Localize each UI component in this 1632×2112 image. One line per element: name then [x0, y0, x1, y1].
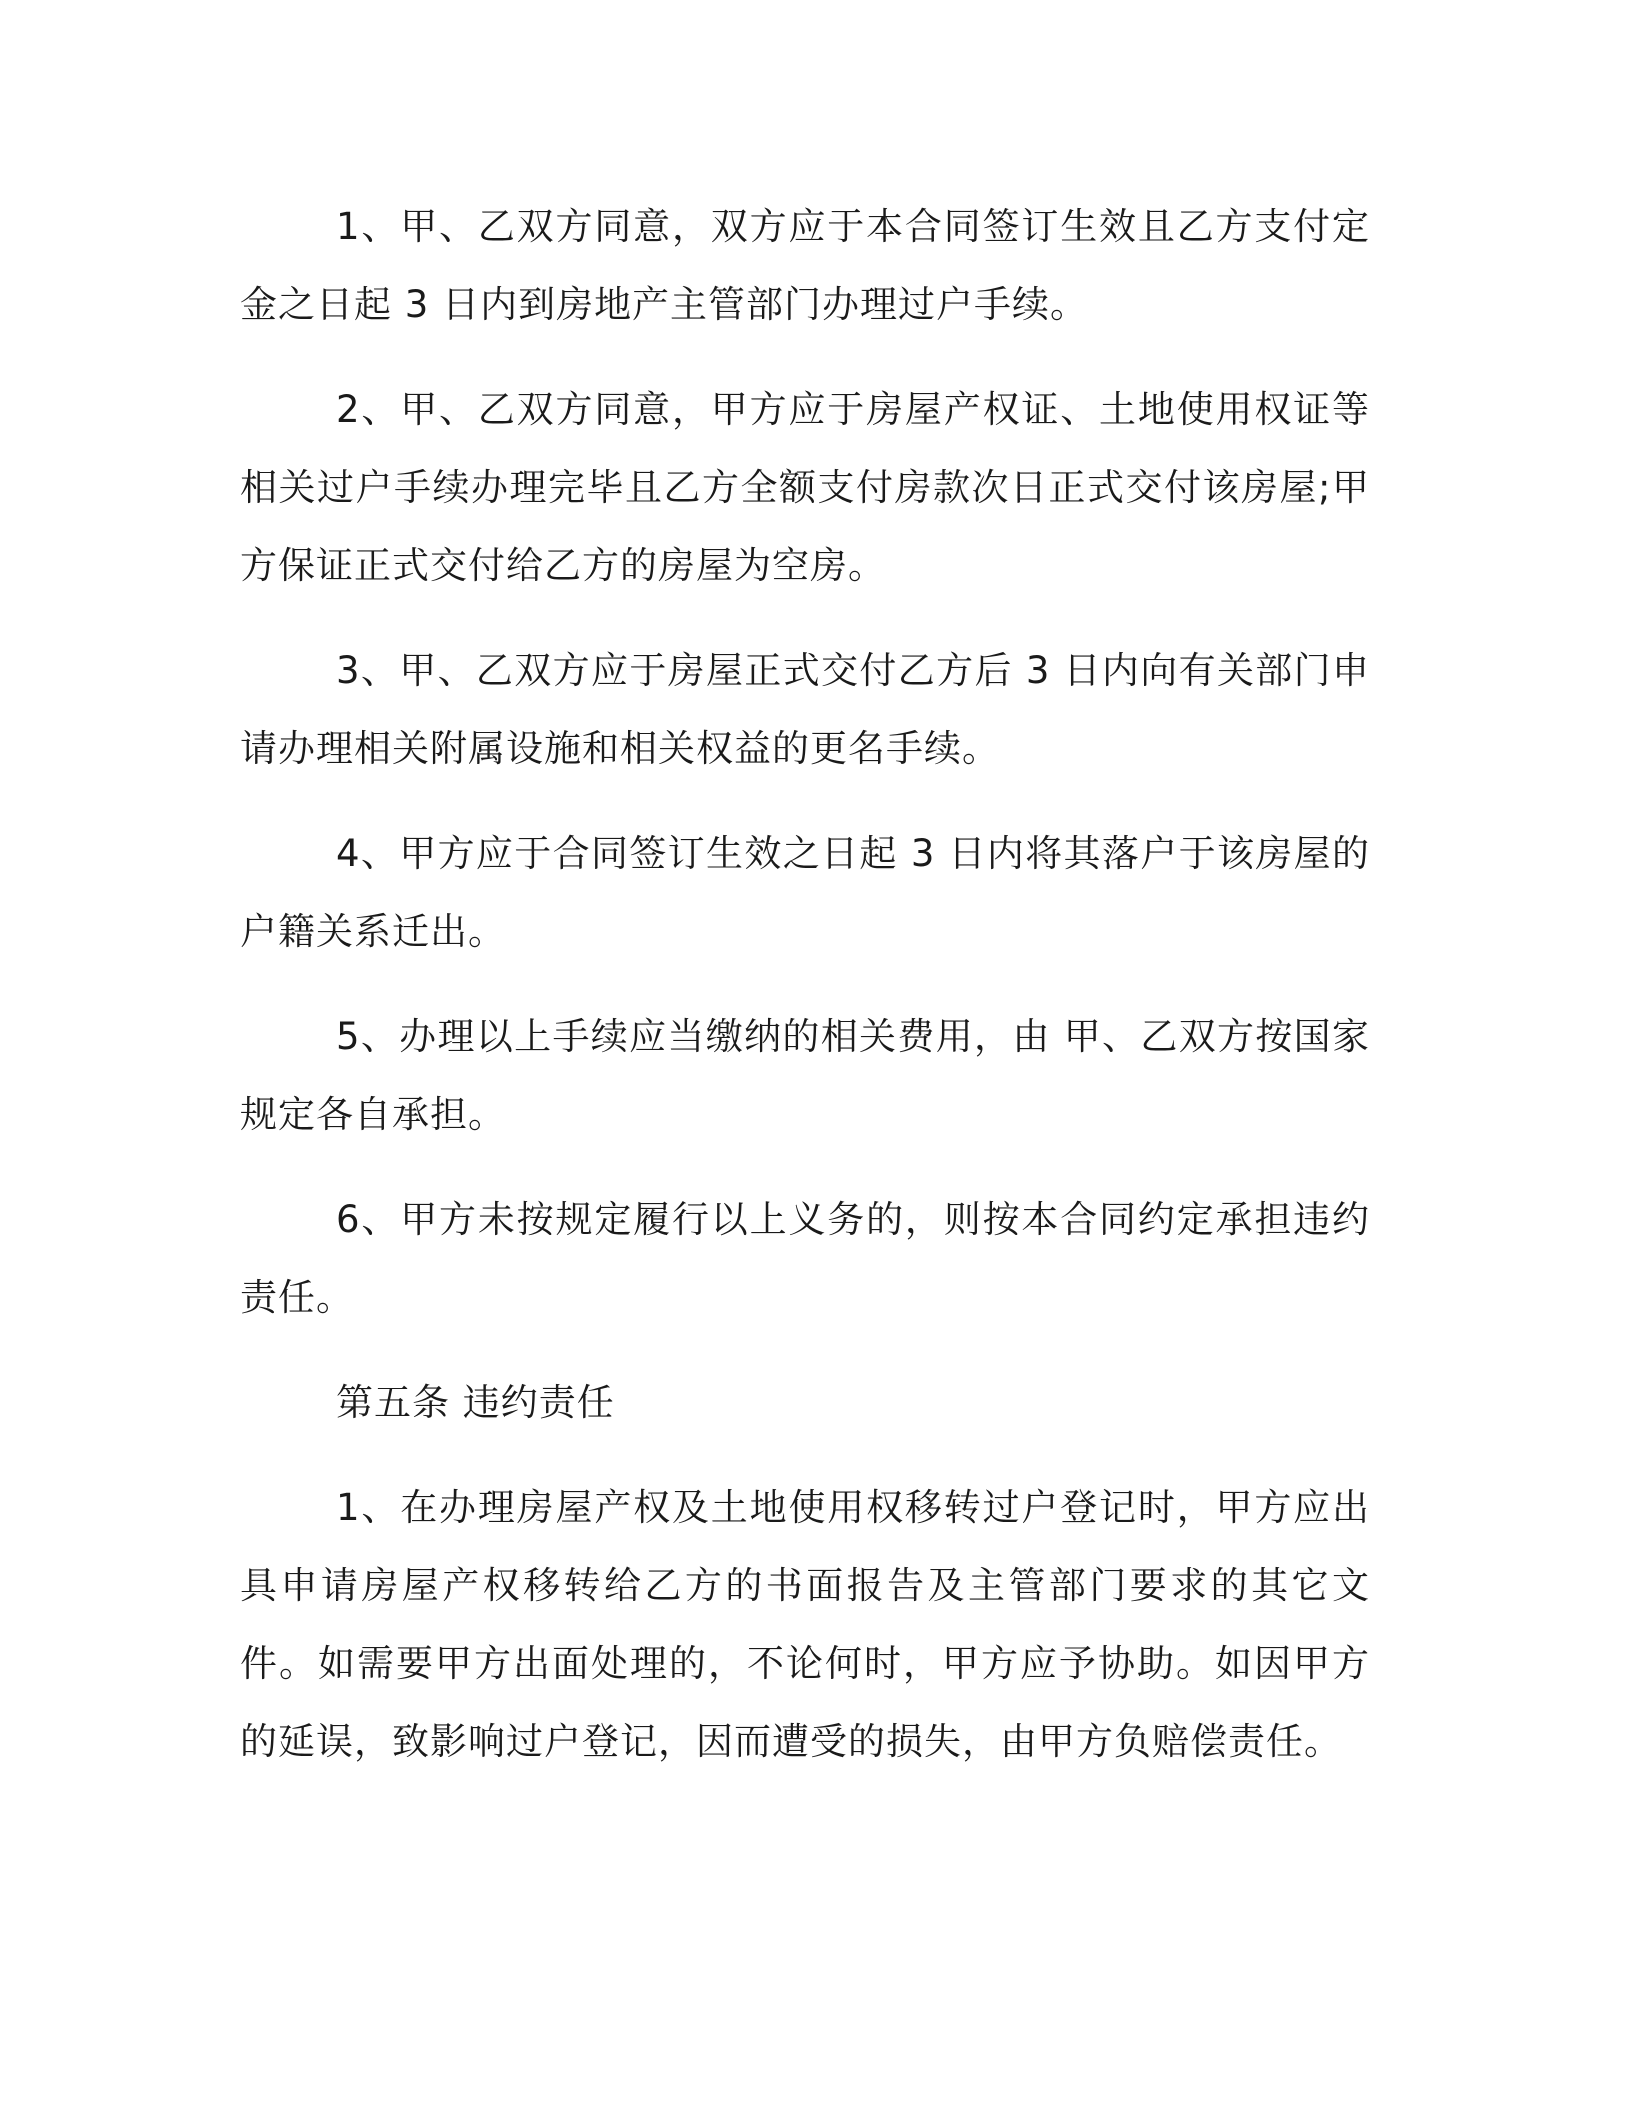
clause-4-paragraph: 4、甲方应于合同签订生效之日起 3 日内将其落户于该房屋的户籍关系迁出。	[240, 832, 1370, 953]
section-heading: 第五条 违约责任	[336, 1381, 615, 1424]
clause-3-paragraph: 3、甲、乙双方应于房屋正式交付乙方后 3 日内向有关部门申请办理相关附属设施和相关权益的更名手续。	[240, 649, 1370, 770]
clause-2-paragraph: 2、甲、乙双方同意，甲方应于房屋产权证、土地使用权证等相关过户手续办理完毕且乙方全额支付房款次日正式交付该房屋;甲方保证正式交付给乙方的房屋为空房。	[240, 388, 1370, 587]
section-5-clause-1-paragraph: 1、在办理房屋产权及土地使用权移转过户登记时，甲方应出具申请房屋产权移转给乙方的书面报告及主管部门要求的其它文件。如需要甲方出面处理的，不论何时，甲方应予协助。如因甲方的延误，致影响过户登记，因而遭受的损失，由甲方负赔偿责任。	[240, 1486, 1370, 1763]
clause-6-paragraph: 6、甲方未按规定履行以上义务的，则按本合同约定承担违约责任。	[240, 1198, 1370, 1319]
clause-1-paragraph: 1、甲、乙双方同意，双方应于本合同签订生效且乙方支付定金之日起 3 日内到房地产主管部门办理过户手续。	[240, 205, 1370, 326]
document-page	[240, 188, 1370, 1781]
clause-5-paragraph: 5、办理以上手续应当缴纳的相关费用，由 甲、乙双方按国家规定各自承担。	[240, 1015, 1370, 1136]
